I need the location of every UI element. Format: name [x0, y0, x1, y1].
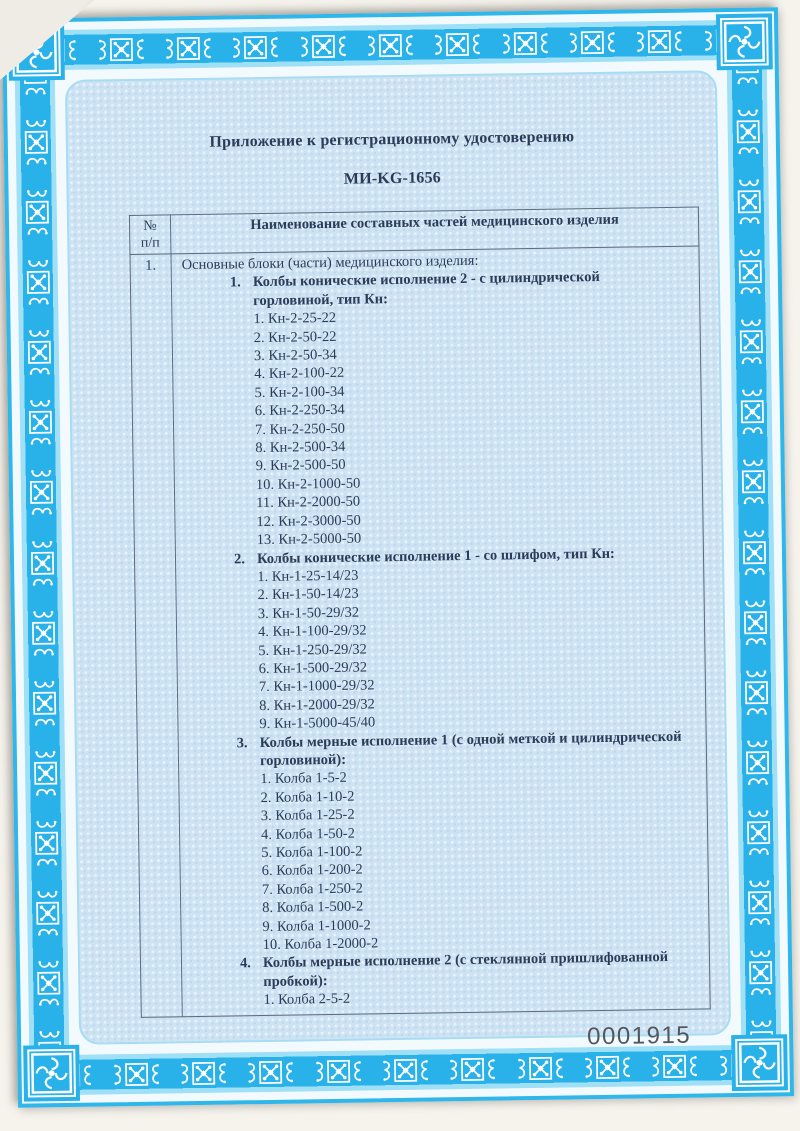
border-ornament-tile: [739, 454, 767, 510]
page-title: Приложение к регистрационному удостоверению: [209, 128, 575, 151]
part-item: 1. Кн-1-25-14/23: [257, 567, 359, 585]
row-number-cell: 1.: [130, 254, 182, 1017]
row-content-cell: [171, 246, 710, 1016]
col-header-number: [129, 215, 171, 255]
border-ornament-tile: [33, 885, 61, 941]
part-item: 10. Кн-2-1000-50: [255, 475, 361, 493]
border-ornament-tile: [377, 1056, 433, 1084]
section-row: [190, 948, 704, 1011]
border-ornament-tile: [746, 944, 774, 1000]
part-item: 13. Кн-2-5000-50: [256, 530, 362, 549]
border-ornament-tile: [24, 254, 52, 310]
border-ornament-tile: [647, 1052, 703, 1080]
sections-list: [180, 267, 704, 1011]
content-area: [65, 70, 731, 1050]
border-ornament-tile: [740, 524, 768, 580]
part-item: 8. Кн-2-500-34: [255, 438, 346, 457]
part-item: 6. Колба 1-200-2: [261, 861, 363, 880]
part-item: 4. Кн-1-100-29/32: [257, 622, 367, 641]
border-ornament-tile: [27, 465, 55, 521]
part-item: 4. Колба 1-50-2: [260, 825, 356, 843]
part-item: 5. Колба 1-100-2: [261, 843, 363, 862]
col-header-number-line1: №: [143, 218, 157, 234]
border-ornament-tile: [22, 114, 50, 170]
border-ornament-tile: [735, 174, 763, 230]
part-item: 5. Кн-1-250-29/32: [258, 641, 367, 659]
part-item: 3. Кн-1-50-29/32: [257, 604, 360, 622]
section-number: 1.: [229, 274, 241, 291]
ornament-border-left: [14, 30, 70, 1095]
part-item: 6. Кн-2-250-34: [254, 402, 345, 420]
part-item: 11. Кн-2-2000-50: [256, 493, 361, 512]
part-item: 9. Колба 1-1000-2: [262, 917, 371, 935]
border-ornament-tile: [25, 324, 53, 380]
border-ornament-tile: [744, 804, 772, 860]
col-header-name: Наименование составных частей медицинского изделия: [170, 207, 699, 254]
part-item: 6. Кн-1-500-29/32: [258, 659, 368, 678]
border-ornament-tile: [738, 384, 766, 440]
border-ornament-tile: [362, 31, 418, 59]
part-item: 9. Кн-2-500-50: [255, 457, 346, 475]
border-ornament-tile: [23, 184, 51, 240]
part-item: 2. Кн-1-50-14/23: [257, 585, 359, 604]
section-row: [187, 727, 703, 955]
part-item: 12. Кн-2-3000-50: [256, 512, 361, 530]
serial-number: 0001915: [586, 1021, 692, 1050]
section-number: 3.: [236, 734, 248, 751]
border-ornament-tile: [175, 1059, 231, 1087]
section-title: Колбы конические исполнение 1 - со шлифом, тип Кн:: [256, 545, 615, 567]
border-ornament-tile: [737, 314, 765, 370]
part-item: 1. Колба 2-5-2: [263, 991, 351, 1009]
part-item: 9. Кн-1-5000-45/40: [259, 714, 376, 733]
part-item: 7. Колба 1-250-2: [261, 880, 364, 898]
border-ornament-tile: [579, 1053, 635, 1081]
corner-ornament-bottom-left: [27, 1049, 76, 1098]
part-item: 10. Колба 1-2000-2: [262, 935, 379, 954]
intro-text: Основные блоки (части) медицинского изделия:: [181, 252, 479, 274]
border-ornament-tile: [28, 535, 56, 591]
part-item: 8. Колба 1-500-2: [262, 898, 364, 917]
part-item: 3. Кн-2-50-34: [253, 346, 337, 365]
border-ornament-tile: [564, 28, 620, 56]
corner-ornament-top-right: [720, 17, 769, 66]
registration-number: МИ-KG-1656: [343, 169, 442, 188]
section-title: Колбы мерные исполнение 1 (с одной меткой и цилиндрической горловиной):: [259, 728, 682, 770]
part-item: 8. Кн-1-2000-29/32: [259, 696, 375, 714]
part-item: 2. Кн-2-50-22: [253, 328, 337, 346]
border-ornament-tile: [295, 32, 351, 60]
border-ornament-tile: [745, 874, 773, 930]
border-ornament-tile: [445, 1055, 501, 1083]
part-item: 1. Колба 1-5-2: [260, 770, 347, 788]
certificate-page: [2, 7, 794, 1107]
border-ornament-tile: [26, 394, 54, 450]
border-ornament-tile: [32, 815, 60, 871]
section-number: 2.: [233, 550, 245, 567]
table-row: [130, 246, 710, 1017]
border-ornament-tile: [30, 675, 58, 731]
border-ornament-tile: [34, 955, 62, 1011]
border-ornament-tile: [743, 734, 771, 790]
ornament-border-right: [726, 19, 782, 1084]
border-ornament-tile: [429, 30, 485, 58]
border-ornament-tile: [497, 29, 553, 57]
border-ornament-tile: [108, 1060, 164, 1088]
part-item: 4. Кн-2-100-22: [254, 365, 345, 383]
border-ornament-tile: [310, 1057, 366, 1085]
part-item: 1. Кн-2-25-22: [253, 310, 337, 328]
border-ornament-tile: [736, 244, 764, 300]
corner-ornament-bottom-right: [735, 1038, 784, 1087]
section-row: [180, 267, 697, 551]
border-ornament-tile: [29, 605, 57, 661]
part-item: 2. Колба 1-10-2: [260, 788, 355, 806]
border-ornament-tile: [734, 104, 762, 160]
part-item: 7. Кн-2-250-50: [254, 420, 346, 438]
border-ornament-tile: [512, 1054, 568, 1082]
border-ornament-tile: [742, 664, 770, 720]
part-item: 3. Колба 1-25-2: [260, 806, 355, 825]
parts-table: [129, 206, 711, 1017]
border-ornament-tile: [228, 33, 284, 61]
border-ornament-tile: [741, 594, 769, 650]
part-item: 7. Кн-1-1000-29/32: [258, 677, 375, 696]
border-ornament-tile: [31, 745, 59, 801]
ornament-border-top: [14, 19, 767, 70]
border-ornament-tile: [631, 27, 687, 55]
section-row: [184, 543, 700, 735]
section-title: Колбы конические исполнение 2 - с цилиндрической горловиной, тип Кн:: [252, 269, 600, 309]
section-title: Колбы мерные исполнение 2 (с стеклянной пришлифованной пробкой):: [262, 949, 669, 990]
border-ornament-tile: [93, 35, 149, 63]
section-number: 4.: [239, 955, 252, 972]
border-ornament-tile: [160, 34, 216, 62]
border-ornament-tile: [243, 1058, 299, 1086]
part-item: 5. Кн-2-100-34: [254, 383, 345, 401]
col-header-number-line2: п/п: [140, 235, 160, 251]
